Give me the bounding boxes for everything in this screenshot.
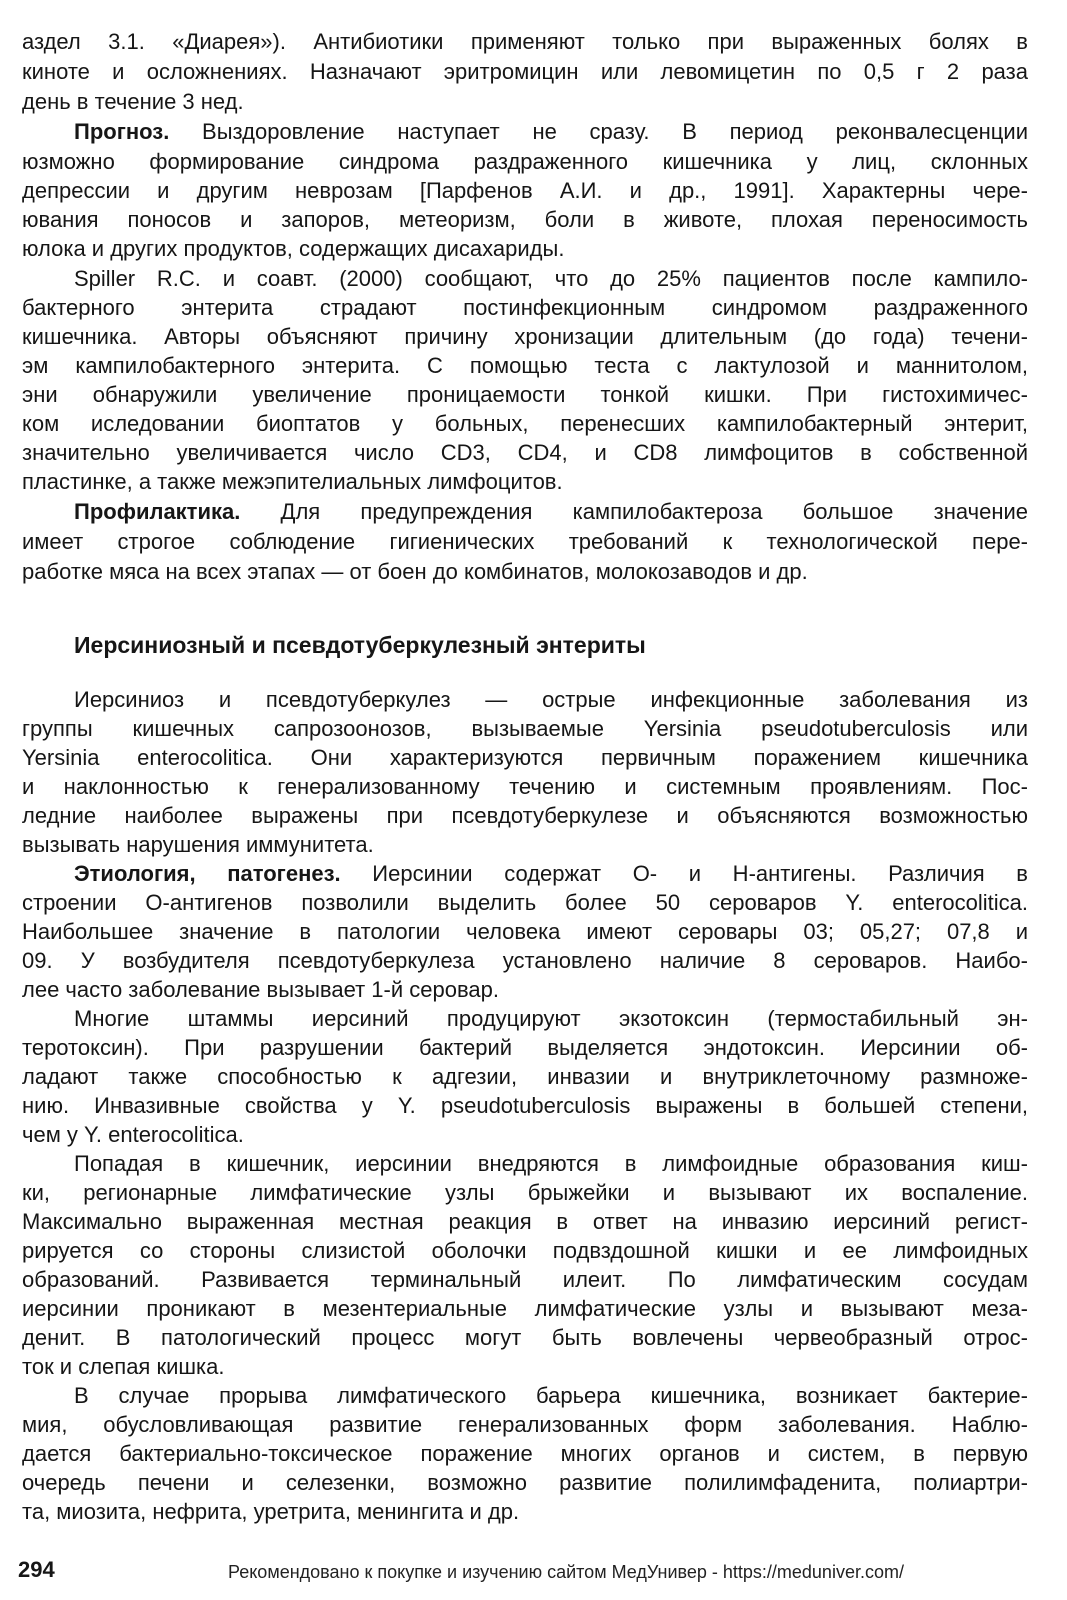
text-line: ладают также способностью к адгезии, инвазии и внутриклеточному размноже- — [22, 1064, 1028, 1089]
text-line: значительно увеличивается число CD3, CD4, и CD8 лимфоцитов в собственной — [22, 440, 1028, 465]
text-line: эм кампилобактерного энтерита. С помощью теста с лактулозой и маннитолом, — [22, 353, 1028, 378]
text-line: кишечника. Авторы объясняют причину хронизации длительным (до года) течени- — [22, 324, 1028, 349]
barrier-first-line: В случае прорыва лимфатического барьера кишечника, возникает бактерие- — [74, 1383, 1028, 1408]
text-line: Максимально выраженная местная реакция в ответ на инвазию иерсиний регист- — [22, 1209, 1028, 1234]
text-line: киноте и осложнениях. Назначают эритромицин или левомицетин по 0,5 г 2 раза — [22, 59, 1028, 84]
prevention-text: Для предупреждения кампилобактероза большое значение — [240, 499, 1028, 524]
text-line: нию. Инвазивные свойства у Y. pseudotuberculosis выражены в большей степени, — [22, 1093, 1028, 1118]
strains-first-line: Многие штаммы иерсиний продуцируют экзотоксин (термостабильный эн- — [74, 1006, 1028, 1031]
text-line: депрессии и другим неврозам [Парфенов А.И. и др., 1991]. Характерны чере- — [22, 178, 1028, 203]
text-line: и наклонностью к генерализованному течению и системным проявлениям. Пос- — [22, 774, 1028, 799]
text-line: 09. У возбудителя псевдотуберкулеза установлено наличие 8 сероваров. Наибо- — [22, 948, 1028, 973]
text-line: дается бактериально-токсическое поражение многих органов и систем, в первую — [22, 1441, 1028, 1466]
etiology-lead: Этиология, патогенез. — [74, 861, 341, 886]
text-line: ледние наиболее выражены при псевдотуберкулезе и объясняются возможностью — [22, 803, 1028, 828]
text-line: работке мяса на всех этапах — от боен до комбинатов, молокозаводов и др. — [22, 559, 808, 584]
etiology-text: Иерсинии содержат О- и Н-антигены. Различия в — [340, 861, 1028, 886]
text-line: юзможно формирование синдрома раздраженного кишечника у лиц, склонных — [22, 149, 1028, 174]
text-line: юлока и других продуктов, содержащих дисахариды. — [22, 236, 565, 261]
prognosis-text: Выздоровление наступает не сразу. В период реконвалесценции — [169, 119, 1028, 144]
text-line: эни обнаружили увеличение проницаемости тонкой кишки. При гистохимичес- — [22, 382, 1028, 407]
text-line: ки, регионарные лимфатические узлы брыжейки и вызывают их воспаление. — [22, 1180, 1028, 1205]
text-line: вызывать нарушения иммунитета. — [22, 832, 374, 857]
prevention-first-line — [74, 498, 1028, 526]
text-line: лее часто заболевание вызывает 1-й серовар. — [22, 977, 499, 1002]
text-line: мия, обусловливающая развитие генерализованных форм заболевания. Наблю- — [22, 1412, 1028, 1437]
spiller-first-line: Spiller R.C. и соавт. (2000) сообщают, что до 25% пациентов после кампило- — [74, 266, 1028, 291]
section-heading: Иерсиниозный и псевдотуберкулезный энтериты — [74, 632, 646, 658]
text-line: день в течение 3 нед. — [22, 89, 244, 114]
text-line: очередь печени и селезенки, возможно развитие полилимфаденита, полиартри- — [22, 1470, 1028, 1495]
prognosis-first-line — [74, 118, 1028, 146]
text-line: аздел 3.1. «Диарея»). Антибиотики применяют только при выраженных болях в — [22, 29, 1028, 54]
text-line: чем у Y. enterocolitica. — [22, 1122, 244, 1147]
text-line: бактерного энтерита страдают постинфекционным синдромом раздраженного — [22, 295, 1028, 320]
prognosis-lead: Прогноз. — [74, 119, 170, 144]
text-line: иерсинии проникают в мезентериальные лимфатические узлы и вызывают меза- — [22, 1296, 1028, 1321]
text-line: та, миозита, нефрита, уретрита, менингита и др. — [22, 1499, 520, 1524]
page-number: 294 — [18, 1557, 55, 1582]
text-line: рируется со стороны слизистой оболочки подвздошной кишки и ее лимфоидных — [22, 1238, 1028, 1263]
text-line: Наибольшее значение в патологии человека имеют серовары 03; 05,27; 07,8 и — [22, 919, 1028, 944]
text-line: Yersinia enterocolitica. Они характеризуются первичным поражением кишечника — [22, 745, 1028, 770]
text-line: денит. В патологический процесс могут быть вовлечены червеобразный отрос- — [22, 1325, 1028, 1350]
text-line: пластинке, а также межэпителиальных лимфоцитов. — [22, 469, 563, 494]
etiology-first-line — [74, 860, 1028, 888]
text-line: образований. Развивается терминальный илеит. По лимфатическим сосудам — [22, 1267, 1028, 1292]
text-line: имеет строгое соблюдение гигиенических требований к технологической пере- — [22, 529, 1028, 554]
text-line: группы кишечных сапрозоонозов, вызываемые Yersinia pseudotuberculosis или — [22, 716, 1028, 741]
prevention-lead: Профилактика. — [74, 499, 241, 524]
text-line: теротоксин). При разрушении бактерий выделяется эндотоксин. Иерсинии об- — [22, 1035, 1028, 1060]
text-line: ком иследовании биоптатов у больных, перенесших кампилобактерный энтерит, — [22, 411, 1028, 436]
text-line: ток и слепая кишка. — [22, 1354, 225, 1379]
intro-first-line: Иерсиниоз и псевдотуберкулез — острые инфекционные заболевания из — [74, 687, 1028, 712]
footer-note: Рекомендовано к покупке и изучению сайтом МедУнивер - https://meduniver.com/ — [228, 1562, 904, 1582]
intestine-first-line: Попадая в кишечник, иерсинии внедряются в лимфоидные образования киш- — [74, 1151, 1028, 1176]
text-line: ювания поносов и запоров, метеоризм, боли в животе, плохая переносимость — [22, 207, 1028, 232]
text-line: строении О-антигенов позволили выделить более 50 сероваров Y. enterocolitica. — [22, 890, 1028, 915]
